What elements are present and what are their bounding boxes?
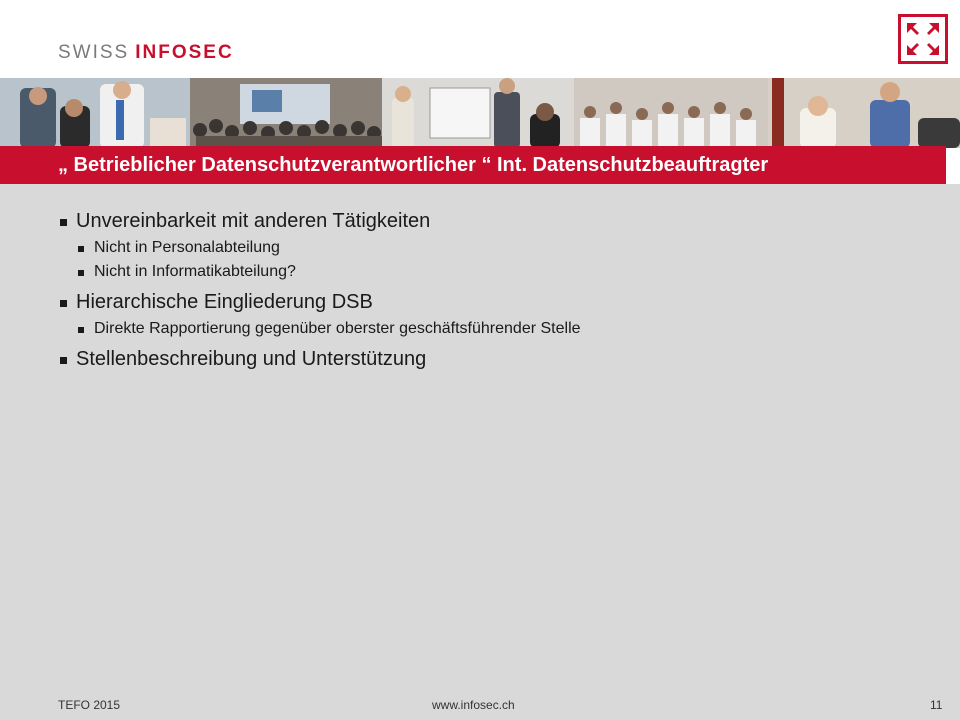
seminar-photos-image	[0, 78, 960, 148]
logo-swiss: SWISS	[58, 42, 130, 63]
bullet-item: Unvereinbarkeit mit anderen Tätigkeiten	[58, 210, 938, 233]
slide-title: „ Betrieblicher Datenschutzverantwortlicher “ Int. Datenschutzbeauftragter	[58, 154, 769, 176]
header	[0, 0, 960, 78]
page-number: 11	[930, 698, 943, 712]
sub-bullet-item: Nicht in Informatikabteilung?	[58, 263, 938, 281]
title-bar	[0, 146, 946, 184]
bullet-item: Stellenbeschreibung und Unterstützung	[58, 348, 938, 371]
photo-banner	[0, 78, 960, 148]
expand-arrows-icon[interactable]	[898, 14, 948, 64]
sub-bullet-item: Direkte Rapportierung gegenüber oberster geschäftsführender Stelle	[58, 320, 938, 338]
logo-infosec: INFOSEC	[135, 42, 234, 63]
swiss-infosec-logo	[58, 42, 234, 64]
bullet-item: Hierarchische Eingliederung DSB	[58, 291, 938, 314]
footer	[0, 688, 960, 720]
footer-event: TEFO 2015	[58, 698, 121, 712]
footer-url: www.infosec.ch	[432, 698, 515, 712]
bullet-list	[58, 210, 938, 371]
sub-bullet-item: Nicht in Personalabteilung	[58, 239, 938, 257]
content-area	[0, 184, 960, 688]
